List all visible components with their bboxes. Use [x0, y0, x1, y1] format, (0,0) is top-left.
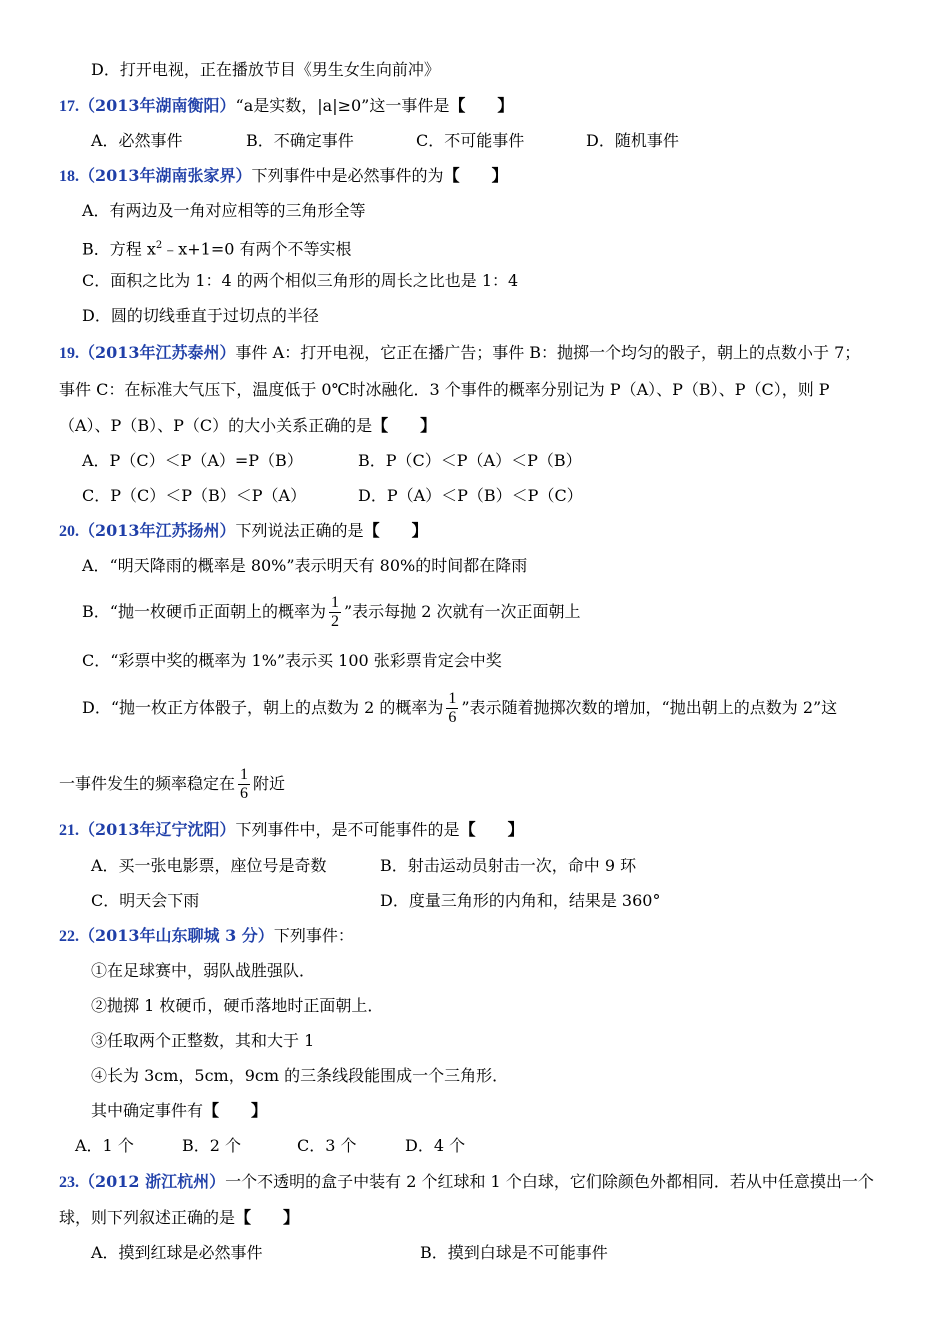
q22-item-2: ②抛掷 1 枚硬币，硬币落地时正面朝上．: [91, 996, 384, 1015]
question-18-stem: [59, 165, 508, 188]
q20-option-d-continued: [59, 762, 285, 806]
answer-bracket: 【 】: [443, 166, 508, 185]
option-text: D．“抛一枚正方体骰子，朝上的点数为 2 的概率为: [82, 698, 444, 717]
question-text: 其中确定事件有: [91, 1101, 204, 1120]
question-source: （2013年辽宁沈阳）: [79, 820, 236, 839]
q17-option-d: D．随机事件: [586, 131, 679, 150]
question-number: 22.: [59, 928, 79, 945]
numerator: 1: [330, 594, 339, 611]
answer-bracket: 【 】: [449, 96, 514, 115]
q22-item-3: ③任取两个正整数，其和大于 1: [91, 1031, 315, 1050]
question-number: 23.: [59, 1174, 79, 1191]
q21-option-d: D．度量三角形的内角和，结果是 360°: [380, 891, 661, 910]
q17-option-a: A．必然事件: [91, 131, 183, 150]
question-19-line3: [59, 415, 436, 437]
question-source: （2013年湖南衡阳）: [79, 96, 236, 115]
answer-bracket: 【 】: [363, 521, 428, 540]
q20-option-a: A．“明天降雨的概率是 80%”表示明天有 80%的时间都在降雨: [82, 556, 528, 575]
question-number: 21.: [59, 822, 79, 839]
q19-option-d: D．P（A）＜P（B）＜P（C）: [358, 486, 583, 505]
q22-option-c: C．3 个: [297, 1136, 357, 1155]
answer-bracket: 【 】: [235, 1208, 300, 1227]
question-text: 一个不透明的盒子中装有 2 个红球和 1 个白球，它们除颜色外都相同．若从中任意摸出一个: [225, 1172, 874, 1191]
question-text: 球，则下列叙述正确的是: [59, 1208, 236, 1227]
q23-option-b: B．摸到白球是不可能事件: [420, 1243, 608, 1262]
question-text: 下列事件中是必然事件的为: [251, 166, 444, 185]
question-text: “a是实数，|a|≥0”这一事件是: [235, 96, 450, 115]
option-text: ﹣x+1=0 有两个不等实根: [162, 239, 352, 259]
question-number: 18.: [59, 168, 79, 185]
question-text: 下列事件：: [273, 926, 354, 945]
q22-item-1: ①在足球赛中，弱队战胜强队．: [91, 961, 316, 980]
question-20-stem: [59, 520, 428, 543]
question-source: （2013年江苏泰州）: [79, 343, 236, 362]
question-source: （2013年江苏扬州）: [79, 521, 236, 540]
q23-option-a: A．摸到红球是必然事件: [91, 1243, 263, 1262]
question-17-stem: [59, 95, 513, 118]
q17-option-c: C．不可能事件: [416, 131, 525, 150]
q19-option-a: A．P（C）＜P（A）=P（B）: [82, 451, 303, 470]
q20-option-b: [82, 590, 581, 634]
q18-option-b: [82, 235, 352, 260]
q22-item-4: ④长为 3cm，5cm，9cm 的三条线段能围成一个三角形．: [91, 1066, 509, 1085]
question-text: （A）、P（B）、P（C）的大小关系正确的是: [59, 416, 373, 435]
q21-option-a: A．买一张电影票，座位号是奇数: [91, 856, 327, 875]
question-number: 17.: [59, 98, 79, 115]
option-text: 一事件发生的频率稳定在: [59, 774, 236, 793]
question-number: 20.: [59, 523, 79, 540]
answer-bracket: 【 】: [372, 416, 437, 435]
question-text: 下列事件中，是不可能事件的是: [235, 820, 460, 839]
numerator: 1: [240, 766, 249, 783]
q22-question: [91, 1100, 267, 1122]
q21-option-b: B．射击运动员射击一次，命中 9 环: [380, 856, 637, 875]
denominator: 6: [240, 785, 249, 802]
q17-option-b: B．不确定事件: [246, 131, 354, 150]
q22-option-d: D．4 个: [405, 1136, 466, 1155]
q16-option-d: D．打开电视，正在播放节目《男生女生向前冲》: [91, 60, 440, 79]
q22-option-a: A．1 个: [75, 1136, 134, 1155]
option-text: ”表示随着抛掷次数的增加，“抛出朝上的点数为 2”这: [461, 698, 838, 717]
question-number: 19.: [59, 345, 79, 362]
question-text: 事件 A：打开电视，它正在播广告；事件 B：抛掷一个均匀的骰子，朝上的点数小于 7；: [235, 343, 861, 362]
numerator: 1: [448, 690, 457, 707]
option-text: 附近: [253, 774, 286, 793]
question-19-stem: [59, 342, 860, 365]
denominator: 6: [448, 709, 457, 726]
question-23-line2: [59, 1207, 299, 1229]
q22-option-b: B．2 个: [182, 1136, 242, 1155]
q19-option-c: C．P（C）＜P（B）＜P（A）: [82, 486, 307, 505]
fraction-one-sixth: [446, 690, 458, 727]
answer-bracket: 【 】: [459, 820, 524, 839]
q20-option-d: [82, 686, 837, 730]
option-text: ”表示每抛 2 次就有一次正面朝上: [343, 602, 581, 621]
question-19-line2: 事件 C：在标准大气压下，温度低于 0℃时冰融化．3 个事件的概率分别记为 P（A）、P（B）、P（C），则 P: [59, 380, 830, 399]
fraction-one-half: [329, 594, 341, 631]
option-text: B．“抛一枚硬币正面朝上的概率为: [82, 602, 326, 621]
q20-option-c: C．“彩票中奖的概率为 1%”表示买 100 张彩票肯定会中奖: [82, 651, 502, 670]
question-23-stem: [59, 1171, 874, 1194]
q18-option-c: C．面积之比为 1：4 的两个相似三角形的周长之比也是 1：4: [82, 271, 519, 290]
question-source: （2013年山东聊城 3 分）: [79, 926, 274, 945]
question-text: 下列说法正确的是: [235, 521, 364, 540]
question-source: （2012 浙江杭州）: [79, 1172, 226, 1191]
answer-bracket: 【 】: [203, 1101, 268, 1120]
question-source: （2013年湖南张家界）: [79, 166, 252, 185]
superscript: 2: [155, 240, 163, 251]
q21-option-c: C．明天会下雨: [91, 891, 200, 910]
question-22-stem: [59, 925, 354, 948]
option-text: B．方程 x: [82, 239, 156, 259]
question-21-stem: [59, 819, 524, 842]
fraction-one-sixth: [238, 766, 250, 803]
q18-option-a: A．有两边及一角对应相等的三角形全等: [82, 201, 366, 220]
denominator: 2: [330, 613, 339, 630]
q19-option-b: B．P（C）＜P（A）＜P（B）: [358, 451, 582, 470]
q18-option-d: D．圆的切线垂直于过切点的半径: [82, 306, 319, 325]
